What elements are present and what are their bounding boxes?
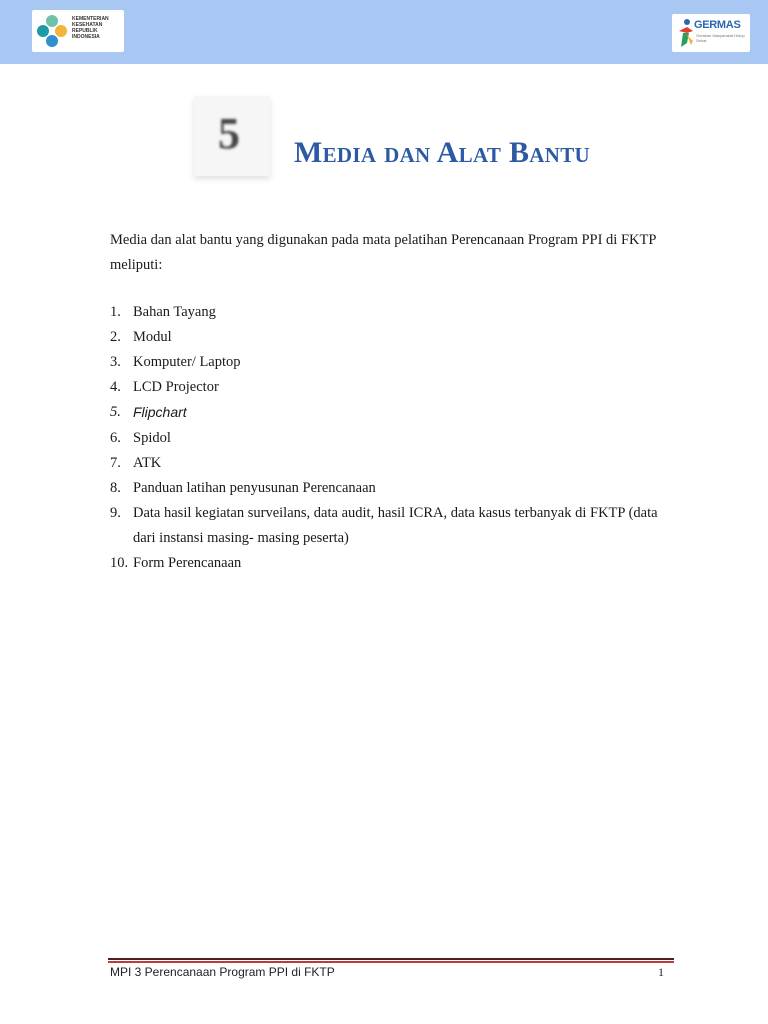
list-item	[110, 501, 680, 551]
list-item-number: 7.	[110, 455, 121, 471]
footer-title: MPI 3 Perencanaan Program PPI di FKTP	[110, 965, 335, 979]
list-item-text: Data hasil kegiatan surveilans, data audit, hasil ICRA, data kasus terbanyak di FKTP (data dari instansi masing- masing peserta)	[133, 505, 658, 546]
list-item-text: LCD Projector	[133, 379, 219, 395]
list-item	[110, 451, 680, 476]
list-item-text: Spidol	[133, 430, 171, 446]
list-item-number: 8.	[110, 480, 121, 496]
germas-logo-subtext: Gerakan Masyarakat Hidup Sehat	[696, 33, 745, 43]
list-item	[110, 551, 680, 576]
page-number: 1	[658, 965, 664, 979]
intro-paragraph: Media dan alat bantu yang digunakan pada mata pelatihan Perencanaan Program PPI di FKTP meliputi:	[110, 232, 656, 273]
media-list	[110, 300, 680, 576]
footer-divider	[108, 958, 674, 960]
list-item-number: 9.	[110, 505, 121, 521]
list-item-text: Panduan latihan penyusunan Perencanaan	[133, 480, 376, 496]
list-item-text: Flipchart	[133, 404, 187, 420]
chapter-title: Media dan Alat Bantu	[294, 136, 590, 169]
list-item	[110, 300, 680, 325]
list-item-text: Komputer/ Laptop	[133, 354, 241, 370]
list-item	[110, 375, 680, 400]
list-item-text: Modul	[133, 329, 172, 345]
chapter-number-box	[194, 96, 270, 176]
list-item	[110, 350, 680, 375]
list-item-number: 6.	[110, 430, 121, 446]
list-item	[110, 325, 680, 350]
chapter-number: 5	[218, 109, 240, 158]
germas-logo-text: GERMAS	[694, 19, 741, 31]
list-item-number: 5.	[110, 404, 121, 420]
kemenkes-emblem-icon	[34, 12, 70, 50]
kemenkes-logo	[32, 10, 124, 52]
list-item-number: 2.	[110, 329, 121, 345]
list-item-number: 4.	[110, 379, 121, 395]
list-item-number: 3.	[110, 354, 121, 370]
list-item-number: 1.	[110, 304, 121, 320]
header-band	[0, 0, 768, 64]
list-item	[110, 400, 680, 426]
footer-divider-accent	[108, 961, 674, 963]
list-item-text: ATK	[133, 455, 162, 471]
list-item	[110, 476, 680, 501]
list-item	[110, 426, 680, 451]
list-item-number: 10.	[110, 555, 129, 571]
list-item-text: Bahan Tayang	[133, 304, 216, 320]
list-item-text: Form Perencanaan	[133, 555, 242, 571]
germas-logo	[672, 14, 750, 52]
kemenkes-logo-text: KEMENTERIAN KESEHATAN REPUBLIK INDONESIA	[72, 16, 109, 40]
